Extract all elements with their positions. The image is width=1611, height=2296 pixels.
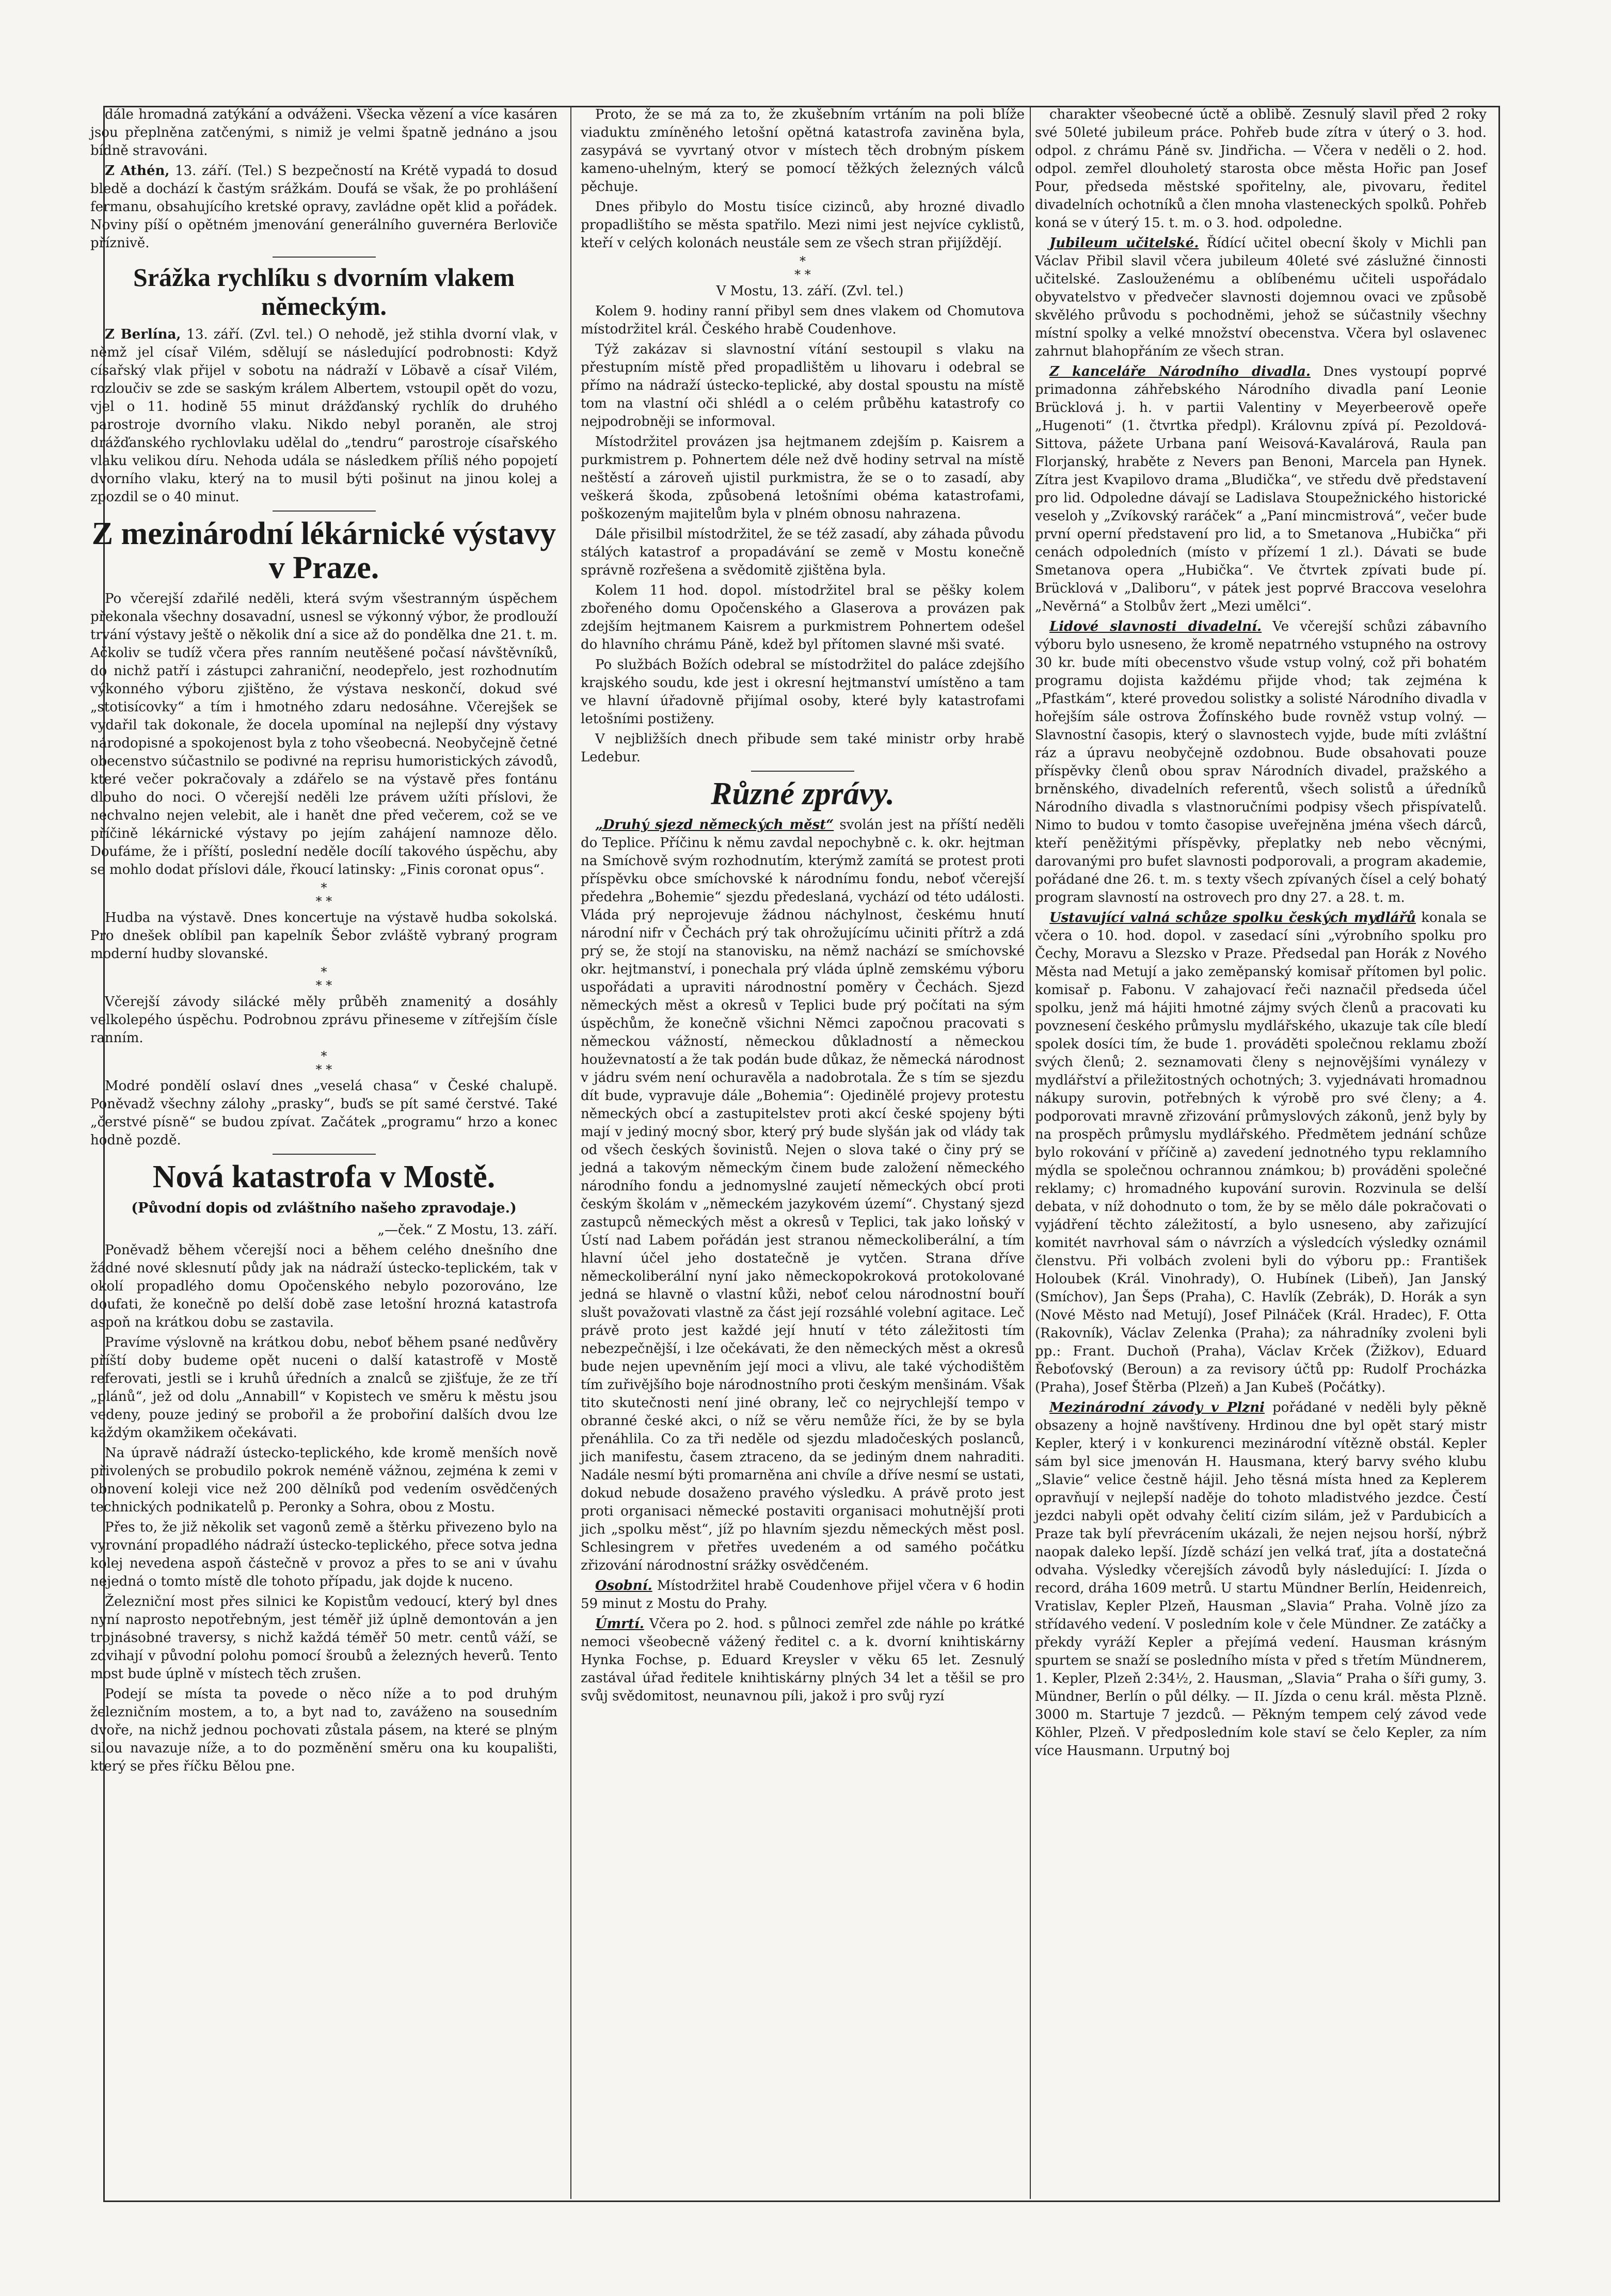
headline: Nová katastrofa v Mostě. bbox=[152, 1159, 496, 1194]
paragraph: charakter všeobecné úctě a oblibě. Zesnulý slavil před 2 roky své 50leté jubileum práce. Pohřeb bude zítra v úterý o 3. hod. odpol. z chrámu Páně sv. Jindřicha. — Včera v neděli o 2. hod. odpol. zemřel dlouholetý starosta obce města Hořic pan Josef Pour, předseda městské spořitelny, ale, pivovaru, ředitel divadelních ochotníků a člen mnoha vlasteneckých spolků. Pohřeb koná se v úterý 15. t. m. o 3. hod. odpoledne. bbox=[1035, 107, 1487, 231]
column-2 bbox=[581, 106, 1025, 1708]
lead-in: Úmrtí. bbox=[595, 1616, 644, 1632]
lead-in: „Druhý sjezd německých měst“ bbox=[595, 817, 834, 833]
paragraph bbox=[581, 816, 1025, 1575]
paragraph bbox=[1035, 618, 1487, 907]
paragraph-text: Ve včerejší schůzi zábavního výboru bylo usneseno, že kromě nepatrného vstupného na ostrovy 30 kr. bude míti obecenstvo všude vstup volný, což při bohatém programu dojista každému přijde vhod; tak zejména k „Pfastkám“, které provedou solistky a solisté Národního divadla v hořejším sále ostrova Žofínského bude rovněž vstup volný. — Slavnostní časopis, který o slavnostech vyjde, bude míti zvláštní ráz a úpravu neobyčejně ozdobnou. Bude obsahovati pouze příspěvky členů obou sprav Národních divadel, pražského a brněnského, divadelních referentů, všech solistů a úředníků Národního divadla s vlastnoručními podpisy všech přispívatelů. Nimo to budou v tomto časopise uveřejněna jména všech dárců, kteří peněžitými příspěvky, přeplatky neb nebo věcnými, darovanými pro bufet slavnosti podporovali, a program akademie, pořádané dne 26. t. m. s texty všech zpívaných čísel a celý bohatý program slavností na ostrovech pro dny 27. a 28. t. m. bbox=[1035, 619, 1487, 905]
lead-in: Z kanceláře Národního divadla. bbox=[1049, 364, 1311, 379]
paragraph: Po službách Božích odebral se místodržitel do paláce zdejšího krajského soudu, kde jest i okresní hejtmanství umístěno a tam ve hlavní úřadovně přijímal osoby, které byly katastrofami letošními postiženy. bbox=[581, 657, 1025, 727]
paragraph: Týž zakázav si slavnostní vítání sestoupil s vlaku na přestupním místě před propadlištěm u lihovaru i odebral se přímo na nádraží ústecko-teplické, aby dostal spoustu na místě tom na vlastní oči shlédl a o celém průběhu katastrofy co nejpodrobněji se informoval. bbox=[581, 342, 1025, 429]
paragraph-text: Dnes vystoupí poprvé primadonna záhřebského Národního divadla paní Leonie Brücklová j. h. v partii Valentiny v Meyerbeerově opeře „Hugenoti“ (1. čtvrtka předpl). Královnu zpívá pí. Pezoldová-Sittova, pážete Urbana paní Weisová-Kavalárová, Raula pan Florjanský, hraběte z Nevers pan Benoni, Marcela pan Hynek. Zítra jest Kvapilovo drama „Bludička“, ve středu dvě představení pro lid. Odpoledne dávají se Ladislava Stoupežnického historické veseloh y „Zvíkovský raráček“ a „Paní mincmistrová“, večer bude první operní představení pro lid, a to Smetanova „Hubička“ při cenách odpoledních (místo v přízemí 1 zl.). Dávati se bude Smetanova opera „Hubička“. Ve čtvrtek zpívati bude pí. Brücklová v „Daliboru“, v pátek jest poprvé Braccova veselohra „Nevěrná“ a Stolbův žert „Mezi umělci“. bbox=[1035, 364, 1487, 614]
lead-in: Lidové slavnosti divadelní. bbox=[1049, 619, 1262, 634]
dateline: V Mostu, 13. září. (Zvl. tel.) bbox=[716, 283, 904, 299]
paragraph: Dále přisilbil místodržitel, že se též zasadí, aby záhada původu stálých katastrof a propadávání se země v Mostu konečně správně rozřešena a svědomitě zjištěna byla. bbox=[581, 527, 1025, 578]
column-rule bbox=[1030, 106, 1031, 2199]
asterism: * * * bbox=[315, 881, 332, 908]
dateline-bold: Z Berlína, bbox=[105, 327, 181, 342]
paragraph-text: svolán jest na příští neděli do Teplice. Příčinu k němu zavdal nepochybně c. k. okr. hejtman na Smíchově svým rozhodnutím, kterýmž zamítá se protest proti příspěvku obce smíchovské k národnímu fondu, neboť včerejší předehra „Bohemie“ sjezdu předeslaná, vychází od této události. Vláda prý neprojevuje žádnou náchylnost, českému hnutí národní nifr v Čechách prý tak ohrožujícímu učiniti přítrž a zdá prý se, že stojí na stanovisku, na němž nachází se smíchovské okr. hejtmanství, i ponechala prý vláda úplně zemskému výboru uspořádati a upraviti národnostní poměry v Čechách. Sjezd německých měst a okresů v Teplici bude prý počítati na sým úspěchům, že konečně všichni Němci započnou pracovati s německou vážností, německou důkladností a německou houževnatostí a že tak podán bude důkaz, že německá národnost v jádru svém není ochuravěla a nadobrotala. Že s tím se sjezdu dít bude, vypravuje dále „Bohemia“: Ojedinělé projevy protestu německých obcí a zastupitelstev proti akcí české spojeny býti mají v jediný mocný sbor, který prý bude slyšán jak od vlády tak od všech českých šovinistů. Nejen o slova také o činy prý se jedná a takovým německým činem bude založení německého národního fondu a jednomyslné zaujetí německých obcí proti českým školám v „německém jazykovém území“. Chystaný sjezd zastupců německých měst a okresů v Teplici, tak jako loňský v Ústí nad Labem pořádán jest stranou německoliberální, a tím hlavní účel jeho dostatečně je vytčen. Strana dříve německoliberální nyní jako německopokroková protokolované jedná se hlavně o vlastní kůži, neboť celou národnostní bouří slušt považovati vlastně za část její rozsáhlé volební agitace. Leč právě proto jest každé její hnutí v této záležitosti tím nebezpečnější, i lze očekávati, že den německých měst a okresů bude nejen upevněním její moci a vlivu, ale také východištěm tím zuřivějšího boje národnostního proti českým menšinám. Však tito skutečnosti není jiné obrany, leč co nejrychlejší tempo v obranné české akci, o níž se věru nemůže říci, že by se byla přenáhlila. Co za tři neděle od sjezdu mladočeských poslanců, jich manifestu, časem ztraceno, da se jediným dnem nahraditi. Nadále nesmí býti promarněna ani chvíle a dříve nesmí se ustati, dokud nebude dosaženo pravého výsledku. A právě proto jest proti organisaci německé postaviti organisaci mohutnější proti jich „spolku měst“, jíž po hlavním sjezdu německých měst posl. Schlesingrem v přetřes uvedeném a od samého počátku zřizování národnostní srážky osvědčeném. bbox=[581, 817, 1025, 1573]
section-headline: Různé zprávy. bbox=[711, 776, 895, 811]
paragraph bbox=[1035, 1399, 1487, 1760]
paragraph bbox=[581, 1577, 1025, 1613]
paragraph bbox=[90, 326, 557, 506]
paragraph: dále hromadná zatýkání a odváženi. Všecka vězení a více kasáren jsou přeplněna zatčenými, s nimiž je velmi špatně jednáno a jsou bídně stravováni. bbox=[90, 107, 557, 158]
paragraph-text: 13. září. (Tel.) S bezpečností na Krétě vypadá to dosud bledě a dochází k častým srážkám. Doufá se však, že po prohlášení fermanu, obsahujícího kretské opravy, zavládne opět klid a pořádek. Noviny píší o opětném jmenování generálního guvernéra Berloviče příznivě. bbox=[90, 163, 557, 251]
paragraph: Přes to, že již několik set vagonů země a štěrku přivezeno bylo na vyrovnání propadlého nádraží ústecko-teplického, přece sotva jedna kolej nevedena aspoň částečně v provoz a přes to se ani v úvahu nejedná o tomto místě dle tohoto případu, jak dojde k nuceno. bbox=[90, 1520, 557, 1589]
paragraph-text: 13. září. (Zvl. tel.) O nehodě, jež stihla dvorní vlak, v němž jel císař Vilém, sdělují se následující podrobnosti: Když císařský vlak přijel v sobotu na nádraží v Löbavě a císař Vilém, rozloučiv se zde se saským králem Albertem, vstoupil opět do vozu, vjel o 11. hodině 55 minut drážďanský rychlík do druhého parostroje dvorního vlaku. Nikdo nebyl poraněn, ale stroj drážďanského rychlovlaku udělal do „tendru“ parostroje císařského vlaku velikou díru. Nehoda udála se následkem příliš ného popojetí dvorního vlaku, který na to musil býti pošinut na jinou kolej a zpozdil se o 40 minut. bbox=[90, 327, 557, 505]
paragraph: Kolem 9. hodiny ranní přibyl sem dnes vlakem od Chomutova místodržitel král. Českého hrabě Coudenhove. bbox=[581, 304, 1025, 337]
paragraph bbox=[90, 162, 557, 252]
paragraph-text: Včera po 2. hod. s půlnoci zemřel zde náhle po krátké nemoci všeobecně vážený ředitel c. a k. dvorní knihtiskárny Hynka Fochse, p. Eduard Kreysler v věku 65 let. Zesnulý zastával úřad ředitele knihtiskárny plných 34 let a těšil se pro svůj svědomitost, neunavnou píli, jakož i pro svůj ryzí bbox=[581, 1616, 1025, 1704]
paragraph: Podejí se místa ta povede o něco níže a to pod druhým železničním mostem, a to, a byt nad to, zaváženo na sousedním dvoře, na nichž jednou pochovati zůstala pásem, na které se plným silou navazuje níže, a to do pozměnění směru ona ku koupališti, který se přes říčku Bělou pne. bbox=[90, 1686, 557, 1774]
lead-in: Mezinárodní závody v Plzni bbox=[1049, 1400, 1265, 1415]
paragraph: Železniční most přes silnici ke Kopistům vedoucí, který byl dnes nyní naprosto nepotřebným, jest téměř již úplně demontován a jen trojnásobné traversy, s nichž každá téměř 50 metr. centů váží, se zdvihají v původní polohu pomocí šroubů a železných heverů. Tento most bude úplně v místech těch zrušen. bbox=[90, 1594, 557, 1682]
paragraph: Kolem 11 hod. dopol. místodržitel bral se pěšky kolem zbořeného domu Opočenského a Glaserova a provázen pak zdejším hejtmanem Kaisrem a purkmistrem Pohnertem odešel do hlavního chrámu Páně, kdež byl přítomen slavné mši svaté. bbox=[581, 583, 1025, 652]
paragraph: Hudba na výstavě. Dnes koncertuje na výstavě hudba sokolská. Pro dnešek oblíbil pan kapelník Šebor zvláště vybraný program moderní hudby slovanské. bbox=[90, 910, 557, 962]
paragraph bbox=[1035, 234, 1487, 361]
divider bbox=[273, 1154, 376, 1155]
divider bbox=[273, 257, 376, 258]
asterism: * * * bbox=[794, 254, 811, 282]
paragraph: Pravíme výslovně na krátkou dobu, neboť během psané nedůvěry příští doby budeme opět nuceni o další katastrofě v Mostě referovati, jestli se i kruhů úředních a znalců se zjišťuje, že ze tří „plánů“, jež od dolu „Annabill“ v Kopistech ve směru k městu jsou vedeny, pouze jediný se probořil a že probořiní dalších dvou lze každým okamžikem očekávati. bbox=[90, 1335, 557, 1441]
paragraph: Proto, že se má za to, že zkušebním vrtáním na poli blíže viaduktu zmíněného letošní opětná katastrofa zaviněna byla, zasypává se vyvrtaný otvor v místech těch drobným pískem kameno-uhelným, který se pomocí těžkých železných válců pěchuje. bbox=[581, 107, 1025, 195]
divider bbox=[751, 771, 854, 772]
subheadline: (Původní dopis od zvláštního našeho zpravodaje.) bbox=[131, 1200, 517, 1216]
paragraph bbox=[1035, 909, 1487, 1397]
paragraph-text: konala se včera o 10. hod. dopol. v zasedací síni „výrobního spolku pro Čechy, Moravu a Slezsko v Praze. Předsedal pan Horák z Nového Města nad Metují a jako zeměpanský komisař přítomen byl polic. komisař p. Fabonu. V zahajovací řeči naznačil předseda účel spolku, jenž má hájiti hmotné zájmy svých členů a pracovati ku povznesení českého průmyslu mydlářského, ukazuje tak cíle bledí spolek dosíci tím, že bude 1. prováděti společnou reklamu zboží svých členů; 2. seznamovati členy s nejnovějšími vynálezy v mydlářství a přiležitostných ochotných; 3. vyjednávati hromadnou nákupy surovin, potřebných k výrobě pro své členy; a 4. podporovati mravně zřizování průmyslových zákonů, jenž byly by na prospěch průmyslu mydlářského. Předmětem jednání schůze bylo rokování v příčině a) zavedení jednotného typu reklamního mýdla se společnou ochrannou známkou; b) prováděni společné reklamy; c) hromadného kupování surovin. Rozvinula se delší debata, v níž dohodnuto o tom, že by se mělo dále pokračovati o vyjádření těchto záležitostí, a bylo usneseno, aby zařizující komitét navrhoval sám o návrzích a výsledcích výsledky oznámil členstvu. Při volbách zvoleni byli do výboru pp.: František Holoubek (Král. Vinohrady), O. Hubínek (Libeň), Jan Janský (Smíchov), Jan Šeps (Praha), C. Havlík (Zebrák), D. Horák a syn (Nové Město nad Metují), Josef Pilnáček (Král. Hradec), F. Otta (Rakovník), Václav Zelenka (Praha); za náhradníky zvoleni byli pp.: Frant. Duchoň (Praha), Václav Krček (Žižkov), Eduard Řeboťovský (Beroun) a za revisory účtů pp: Rudolf Procházka (Praha), Josef Štěrba (Plzeň) a Jan Kubeš (Počátky). bbox=[1035, 910, 1487, 1395]
paragraph: V nejbližších dnech přibude sem také ministr orby hrabě Ledebur. bbox=[581, 731, 1025, 765]
paragraph: Modré pondělí oslaví dnes „veselá chasa“ v České chalupě. Poněvadž všechny zálohy „prasky“, buďs se pít samé čerstvé. Také „čerstvé písně“ se budou zpívat. Začátek „programu“ hrzo a konec hodně pozdě. bbox=[90, 1078, 557, 1148]
asterism: * * * bbox=[315, 1049, 332, 1077]
column-3 bbox=[1035, 106, 1487, 1762]
lead-in: Jubileum učitelské. bbox=[1049, 235, 1199, 251]
column-1 bbox=[90, 106, 557, 1778]
lead-in: Osobní. bbox=[595, 1578, 652, 1593]
lead-in: Ustavující valná schůze spolku českých mydlářů bbox=[1049, 910, 1416, 926]
paragraph: Na úpravě nádraží ústecko-teplického, kde kromě menších nově přivolených se probudilo pokrok neméně vážnou, zejména k zemi v obnovení koleji vice než 200 dělníků pod vedením osvědčených technických podnikatelů p. Peronky a Sohra, obou z Mostu. bbox=[90, 1445, 557, 1515]
column-rule bbox=[570, 106, 571, 2199]
dateline-bold: Z Athén, bbox=[105, 163, 170, 179]
paragraph-text: Řídící učitel obecní školy v Michli pan Václav Přibil slavil včera jubileum 40leté své záslužné činnosti učitelské. Zaslouženému a oblíbenému učiteli uspořádalo obyvatelstvo v předvečer slavnosti dojemnou ovaci ve způsobě skvělého průvodu s pochodněmi, jehož se súčastnily všechny místní spolky a velké množství obecenstva. Včera byl oslavenec zahrnut blahopřáním ze všech stran. bbox=[1035, 235, 1487, 359]
paragraph: Dnes přibylo do Mostu tisíce cizinců, aby hrozné divadlo propadlištího se města spatřilo. Mezi nimi jest nejvíce cyklistů, kteří v celých kolonách neustále sem ze všech stran přijíždějí. bbox=[581, 199, 1025, 251]
paragraph-text: pořádané v neděli byly pěkně obsazeny a hojně navštíveny. Hrdinou dne byl opět starý mistr Kepler, který i v konkurenci mezinárodní vítězně obstál. Kepler sám byl sice jmenován H. Hausmana, který barvy svého klubu „Slavie“ velice čestně hájil. Jeho těsná místa hned za Keplerem opravňují v nejlepší naděje do tohoto mladistvého jezdce. Čestí jezdci nabyli opět odvahy čelití cizím silám, jež v Pardubicích a Praze tak bylí převrácením ukázali, že nejen nejsou horší, nýbrž naopak daleko lepší. Jízdě schází jen velká trať, jíta a dostatečná odvaha. Výsledky včerejších závodů byly následující: I. Jízda o record, dráha 1609 metrů. U startu Mündner Berlín, Heidenreich, Vratislav, Kepler Plzeň, Hausman „Slavia“ Praha. Volně jízo za střídavého vedení. V posledním kole v čele Mündner. Ze zatáčky a překdy vyráží Kepler a přejímá vedení. Hausman krásným spurtem se snaží se posledního místa v před s třetím Mündnerem, 1. Kepler, Plzeň 2:34½, 2. Hausman, „Slavia“ Praha o šíři gumy, 3. Mündner, Berlín o půl délky. — II. Jízda o cenu král. města Plzně. 3000 m. Startuje 7 jezdců. — Pěkným tempem celý závod vede Köhler, Plzeň. V předposledním kole staví se čelo Kepler, za ním více Hausmann. Urputný boj bbox=[1035, 1400, 1487, 1759]
paragraph: Místodržitel provázen jsa hejtmanem zdejším p. Kaisrem a purkmistrem p. Pohnertem déle než dvě hodiny setrval na místě neštěstí a zároveň ujistil purkmistra, že se o to zasadí, aby veškerá škoda, způsobená letošními obéma katastrofami, poškozeným majitelům byla v plném obnosu nahrazena. bbox=[581, 434, 1025, 522]
paragraph: Poněvadž během včerejší noci a během celého dnešního dne žádné nové sklesnutí půdy jak na nádraží ústecko-teplickém, tak v okolí propadlého domu Opočenského nebylo pozorováno, lze doufati, že konečně po delší době zase letošní hrozná katastrofa aspoň na krátkou dobu se zastavila. bbox=[90, 1242, 557, 1330]
paragraph: Po včerejší zdařilé neděli, která svým všestranným úspěchem překonala všechny dosavadní, usnesl se výkonný výbor, že prodlouží trvání výstavy ještě o několik dní a sice až do pondělka dne 21. t. m. Ačkoliv se tudíž včera přes ranním neutěšené počasí návštěvníků, do nichž patří i zástupci zahraniční, neodepřelo, jest rozhodnutím výkonného výboru zjištěno, že výstava neskončí, dokud své „stotisícovky“ a tím i hmotného zdaru nedosáhne. Včerejšek se vydařil tak dokonale, že docela upomínal na nejlepší dny výstavy národopisné a spokojenost byla z toho všeobecná. Neobyčejně četné obecenstvo súčastnilo se podivné na reprisu humoristických závodů, které večer pokračovaly a zdářelo se na výstavě přes fontánu dlouho do noci. O včerejší neděli lze právem užíti příslovi, že nechvalno nejen velebit, ale i hanět dne před večerem, což se ve příčině lékárnické výstavy po jejím zahájení namnoze dělo. Doufáme, že i příští, poslední neděle docílí takového úspěchu, aby se mohlo dodat příslovi dále, řkoucí latinsky: „Finis coronat opus“. bbox=[90, 591, 557, 878]
divider bbox=[273, 511, 376, 512]
headline: Z mezinárodní lékárnické výstavy v Praze. bbox=[91, 516, 556, 585]
paragraph: Včerejší závody silácké měly průběh znamenitý a dosáhly velkolepého úspěchu. Podrobnou zprávu přineseme v zítřejším čísle ranním. bbox=[90, 994, 557, 1046]
headline: Srážka rychlíku s dvorním vlakem německým. bbox=[133, 263, 515, 321]
dateline: „—ček.“ Z Mostu, 13. září. bbox=[377, 1222, 557, 1238]
paragraph bbox=[581, 1615, 1025, 1705]
paragraph bbox=[1035, 363, 1487, 616]
asterism: * * * bbox=[315, 965, 332, 993]
paragraph-text: Místodržitel hrabě Coudenhove přijel včera v 6 hodin 59 minut z Mostu do Prahy. bbox=[581, 1578, 1025, 1612]
